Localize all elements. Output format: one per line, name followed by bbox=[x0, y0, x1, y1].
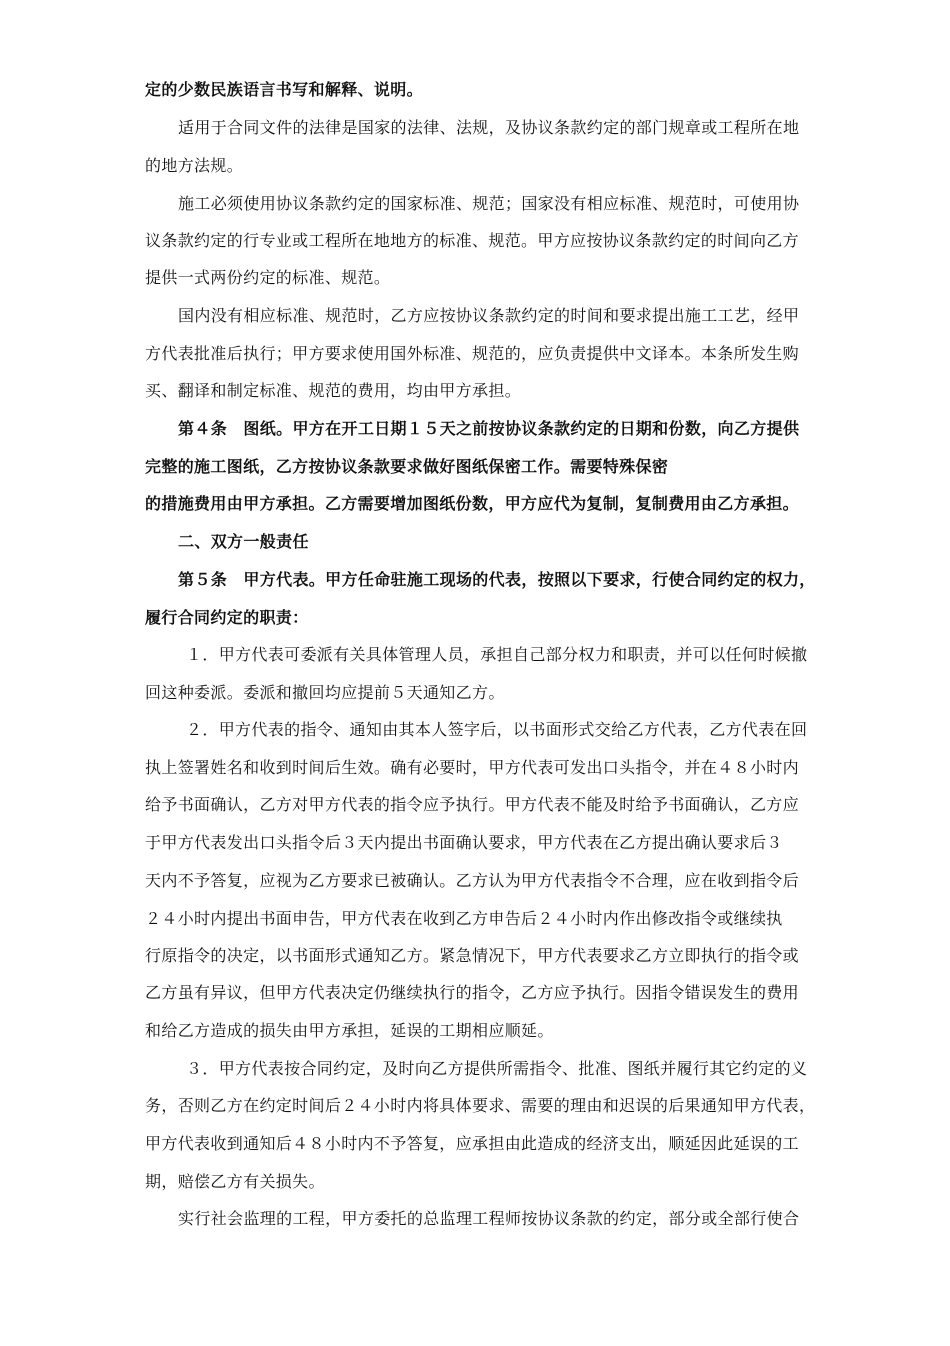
text-line: 执上签署姓名和收到时间后生效。确有必要时，甲方代表可发出口头指令，并在４８小时内 bbox=[145, 758, 800, 777]
text-line: 完整的施工图纸，乙方按协议条款要求做好图纸保密工作。需要特殊保密 bbox=[145, 457, 669, 476]
text-line: 期，赔偿乙方有关损失。 bbox=[145, 1172, 325, 1191]
section-heading: 第５条 甲方代表。甲方任命驻施工现场的代表，按照以下要求，行使合同约定的权力， bbox=[178, 570, 816, 589]
text-line: 适用于合同文件的法律是国家的法律、法规，及协议条款约定的部门规章或工程所在地 bbox=[178, 118, 800, 137]
text-line: 天内不予答复，应视为乙方要求已被确认。乙方认为甲方代表指令不合理，应在收到指令后 bbox=[145, 871, 800, 890]
chapter-heading: 二、双方一般责任 bbox=[178, 532, 309, 551]
text-line: 给予书面确认，乙方对甲方代表的指令应予执行。甲方代表不能及时给予书面确认，乙方应 bbox=[145, 795, 800, 814]
text-line: 买、翻译和制定标准、规范的费用，均由甲方承担。 bbox=[145, 381, 522, 400]
text-line: 议条款约定的行专业或工程所在地地方的标准、规范。甲方应按协议条款约定的时间向乙方 bbox=[145, 231, 800, 250]
text-line: 乙方虽有异议，但甲方代表决定仍继续执行的指令，乙方应予执行。因指令错误发生的费用 bbox=[145, 983, 800, 1002]
text-line: 务，否则乙方在约定时间后２４小时内将具体要求、需要的理由和迟误的后果通知甲方代表， bbox=[145, 1096, 816, 1115]
text-line: 的措施费用由甲方承担。乙方需要增加图纸份数，甲方应代为复制，复制费用由乙方承担。 bbox=[145, 494, 800, 513]
text-line: 履行合同约定的职责： bbox=[145, 608, 309, 627]
text-line: 方代表批准后执行；甲方要求使用国外标准、规范的，应负责提供中文译本。本条所发生购 bbox=[145, 344, 800, 363]
text-line: 和给乙方造成的损失由甲方承担，延误的工期相应顺延。 bbox=[145, 1021, 554, 1040]
text-line: 行原指令的决定，以书面形式通知乙方。紧急情况下，甲方代表要求乙方立即执行的指令或 bbox=[145, 946, 800, 965]
text-line: 于甲方代表发出口头指令后３天内提出书面确认要求，甲方代表在乙方提出确认要求后３ bbox=[145, 833, 783, 852]
list-item: ２．甲方代表的指令、通知由其本人签字后，以书面形式交给乙方代表，乙方代表在回 bbox=[186, 720, 808, 739]
list-item: １．甲方代表可委派有关具体管理人员，承担自己部分权力和职责，并可以任何时候撤 bbox=[186, 645, 808, 664]
text-line: 国内没有相应标准、规范时，乙方应按协议条款约定的时间和要求提出施工工艺，经甲 bbox=[178, 306, 800, 325]
text-line: 定的少数民族语言书写和解释、说明。 bbox=[145, 80, 423, 99]
text-line: 甲方代表收到通知后４８小时内不予答复，应承担由此造成的经济支出，顺延因此延误的工 bbox=[145, 1134, 800, 1153]
list-item: ３．甲方代表按合同约定，及时向乙方提供所需指令、批准、图纸并履行其它约定的义 bbox=[186, 1059, 808, 1078]
text-line: 回这种委派。委派和撤回均应提前５天通知乙方。 bbox=[145, 683, 505, 702]
text-line: 的地方法规。 bbox=[145, 156, 244, 175]
text-line: ２４小时内提出书面申告，甲方代表在收到乙方申告后２４小时内作出修改指令或继续执 bbox=[145, 909, 783, 928]
section-heading: 第４条 图纸。甲方在开工日期１５天之前按协议条款约定的日期和份数，向乙方提供 bbox=[178, 419, 800, 438]
text-line: 提供一式两份约定的标准、规范。 bbox=[145, 268, 391, 287]
text-line: 实行社会监理的工程，甲方委托的总监理工程师按协议条款的约定，部分或全部行使合 bbox=[178, 1209, 800, 1228]
text-line: 施工必须使用协议条款约定的国家标准、规范；国家没有相应标准、规范时，可使用协 bbox=[178, 194, 800, 213]
